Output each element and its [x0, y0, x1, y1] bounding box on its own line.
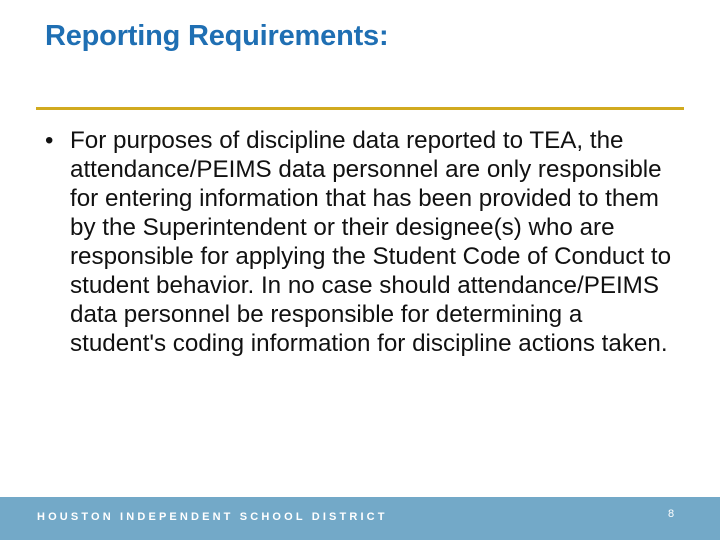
bullet-item — [45, 126, 685, 358]
bullet-text: For purposes of discipline data reported to TEA, the attendance/PEIMS data personnel are only responsible for entering information that has been provided to them by the Superintendent or their designee(s) who are responsible for applying the Student Code of Conduct to student behavior. In no case should attendance/PEIMS data personnel be responsible for determining a student's coding information for discipline actions taken. — [70, 127, 672, 357]
bullet-marker: • — [45, 127, 54, 154]
slide-body — [45, 126, 685, 358]
district-name: HOUSTON INDEPENDENT SCHOOL DISTRICT — [37, 511, 388, 523]
footer-bar — [0, 497, 720, 540]
slide-title: Reporting Requirements: — [45, 20, 389, 52]
title-divider — [36, 107, 684, 110]
page-number: 8 — [668, 508, 675, 520]
